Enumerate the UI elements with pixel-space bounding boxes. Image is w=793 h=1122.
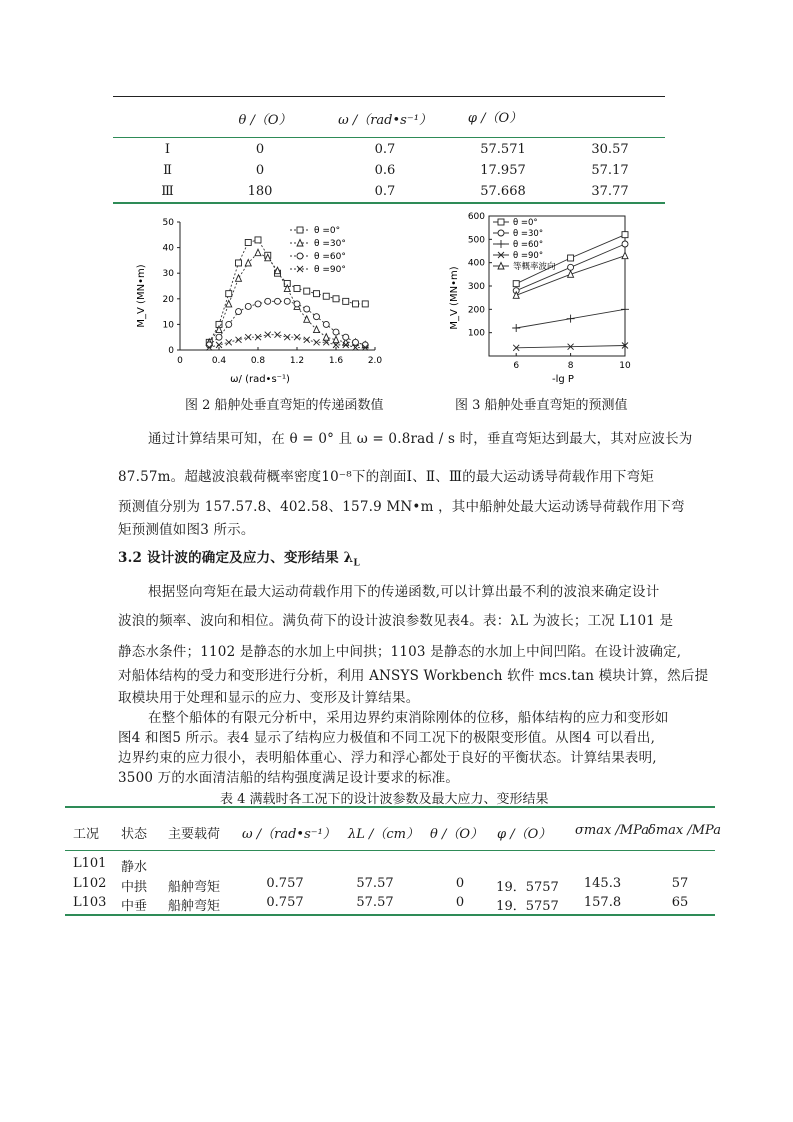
figure3-point [512,324,520,332]
table4-r2-c8: 145.3 [583,876,622,891]
table4-r3-c9: 65 [671,895,689,910]
figure2-point [294,334,300,340]
figure2-point [245,334,251,340]
figure2-y-tick-label: 40 [162,243,174,254]
table4-r3-c6: 0 [455,895,465,910]
table4-header-rule [65,850,715,851]
section-heading-sub: L [353,558,360,569]
figure2-point [314,326,320,333]
figure2-legend-label: θ =90° [314,265,346,275]
figure3-legend-label: θ =30° [513,229,544,239]
figure2-point [314,339,320,345]
figure3-frame [489,216,625,356]
table4-r2-c1: L102 [73,876,107,891]
figure3-legend-label: 等概率波向 [513,262,556,272]
table3-r3-c5: 37.77 [591,184,629,199]
figure3-point [622,232,628,238]
table4-header-load: 主要载荷 [168,827,221,842]
figure2-point [323,334,329,341]
figure3-point [621,305,629,313]
section-heading [118,546,360,569]
table4-header-lambda: λL /（cm） [348,827,419,842]
figure2-point [362,301,368,307]
figure3-point [622,252,628,258]
figure2-point [265,332,271,338]
figure3-chart [445,208,645,388]
figure2-x-tick-label: 0.4 [211,356,227,366]
figure2-point [236,275,242,282]
figure2-point [216,342,222,348]
table4-r2-c2: 中拱 [121,880,148,895]
table4-r2-c4: 0.757 [266,876,304,891]
table3-top-rule [113,96,665,97]
table3-header-phi: φ /（O） [467,111,523,126]
figure3-y-tick-label: 600 [467,212,485,222]
table3-bottom-rule [113,202,665,204]
figure3-legend-label: θ =60° [513,240,544,250]
body-paragraph-7: 静态水条件；1102 是静态的水加上中间拱；1103 是静态的水加上中间凹陷。在设计波确定, [118,644,682,660]
figure3-legend-marker [498,219,504,225]
figure3-y-tick-label: 500 [467,235,485,246]
figure2-legend-marker [297,227,303,233]
figure2-y-tick-label: 30 [162,269,174,280]
figure2-point [226,291,232,297]
figure2-y-tick-label: 10 [162,320,174,331]
figure2-chart [130,210,390,390]
table3-r1-c4: 57.571 [480,142,526,157]
figure2-point [255,237,261,243]
figure2-point [255,249,261,256]
figure2-legend-label: θ =0° [314,226,341,236]
table4-r3-c5: 57.57 [356,895,394,910]
figure2-point [304,306,310,312]
table4-bottom-rule [65,914,715,916]
figure2-legend-label: θ =60° [314,252,346,262]
figure2-x-tick-label: 1.6 [328,356,344,366]
table4-r3-c3: 船舯弯矩 [168,899,221,914]
table4-title: 表 4 满载时各工况下的设计波参数及最大应力、变形结果 [220,792,549,807]
figure2-x-tick-label: 0.8 [250,356,266,366]
table4-header-omega: ω /（rad•s⁻¹） [242,827,336,842]
figure2-point [343,334,349,340]
table4-header-state: 状态 [121,827,148,842]
figure3-legend-label: θ =0° [513,218,538,228]
figure2-point [353,339,359,345]
figure2-legend-marker [297,253,303,259]
figure2-point [304,316,310,323]
table4-r3-c8: 157.8 [583,895,622,910]
figure3-point [622,241,628,247]
table4-header-delta: δmax /MPa [648,823,721,838]
body-paragraph-8: 对船体结构的受力和变形进行分析，利用 ANSYS Workbench 软件 mcs.tan 模块计算，然后提 [118,668,709,684]
figure2-point [245,239,251,245]
body-paragraph-13: 3500 万的水面清洁船的结构强度满足设计要求的标准。 [118,770,460,786]
figure2-point [294,301,300,307]
table4-r3-c4: 0.757 [266,895,304,910]
figure3-y-tick-label: 200 [467,305,485,316]
figure2-xlabel: ω/ (rad•s⁻¹) [230,374,290,385]
figure2-caption: 图 2 船舯处垂直弯矩的传递函数值 [185,398,384,413]
figure2-point [236,337,242,343]
table4-header-theta: θ /（O） [430,827,483,842]
figure2-point [343,298,349,304]
figure2-point [353,301,359,307]
figure3-ylabel: M_V (MN•m) [449,266,460,330]
table3-r3-c1: Ⅲ [161,184,174,199]
figure2-point [314,291,320,297]
table4-r2-c7: 19．5757 [496,880,559,895]
figure2-legend-label: θ =30° [314,239,346,249]
table3-header-rule [113,137,665,138]
figure2-point [236,309,242,315]
figure3-x-tick-label: 10 [619,361,631,371]
body-paragraph-3: 预测值分别为 157.57.8、402.58、157.9 MN•m ，其中船舯处最大运动诱导荷载作用下弯 [118,499,685,515]
table4-r1-c2: 静水 [121,860,148,875]
figure3-point [568,264,574,270]
figure2-point [323,293,329,299]
figure2-y-tick-label: 50 [162,218,174,228]
body-paragraph-2: 87.57m。超越波浪载荷概率密度10⁻⁸下的剖面Ⅰ、Ⅱ、Ⅲ的最大运动诱导荷载作用下弯矩 [118,469,654,485]
table4-r2-c6: 0 [455,876,465,891]
figure3-y-tick-label: 300 [467,282,485,292]
figure2-point [294,286,300,292]
section-heading-text: 3.2 设计波的确定及应力、变形结果 λ [118,550,354,566]
figure3-point [567,315,575,323]
table4-r2-c3: 船舯弯矩 [168,880,221,895]
table3-r2-c2: 0 [255,163,265,178]
figure2-x-tick-label: 0 [177,356,183,366]
figure3-y-tick-label: 400 [467,258,485,269]
figure2-point [323,321,329,327]
figure2-point [226,321,232,327]
figure2-point [216,334,222,340]
table4-header-case: 工况 [73,827,100,842]
figure3-legend-label: θ =90° [513,251,544,261]
body-paragraph-4: 矩预测值如图3 所示。 [118,522,255,538]
table3-r2-c3: 0.6 [374,163,396,178]
table3-r1-c2: 0 [255,142,265,157]
figure2-point [304,337,310,343]
figure2-x-tick-label: 1.2 [289,356,305,366]
figure3-legend-marker [497,240,505,248]
figure3-caption: 图 3 船舯处垂直弯矩的预测值 [455,398,628,413]
table3-r2-c5: 57.17 [591,163,629,178]
figure2-ylabel: M_V (MN•m) [136,264,147,328]
figure3-x-tick-label: 6 [513,361,520,371]
figure2-point [333,329,339,335]
table4-header-phi: φ /（O） [497,827,552,842]
figure2-point [304,288,310,294]
figure2-point [265,298,271,304]
figure2-series-line [209,301,365,345]
figure2-y-tick-label: 20 [162,294,174,305]
figure2-x-tick-label: 2.0 [367,356,383,366]
body-paragraph-6: 波浪的频率、波向和相位。满负荷下的设计波浪参数见表4。表：λL 为波长；工况 L101 是 [118,613,674,629]
table3-header-theta: θ /（O） [238,113,292,128]
figure2-point [226,339,232,345]
table3-r3-c4: 57.668 [480,184,526,199]
table4-header-sigma: σmax /MPa [575,823,650,838]
table4-r1-c1: L101 [73,856,107,871]
figure2-point [275,298,281,304]
figure3-x-tick-label: 8 [567,361,574,371]
figure2-point [275,332,281,338]
figure2-point [255,301,261,307]
body-paragraph-11: 图4 和图5 所示。表4 显示了结构应力极值和不同工况下的极限变形值。从图4 可以看出, [118,730,656,746]
table3-r1-c3: 0.7 [374,142,396,157]
table3-r1-c1: Ⅰ [164,142,171,157]
figure2-y-tick-label: 0 [168,346,174,356]
table4-top-rule [65,806,715,808]
table4-r3-c2: 中垂 [121,899,148,914]
body-paragraph-9: 取模块用于处理和显示的应力、变形及计算结果。 [118,690,420,706]
figure2-point [333,296,339,302]
table4-r2-c5: 57.57 [356,876,394,891]
table4-r3-c7: 19．5757 [496,899,559,914]
figure3-point [568,255,574,261]
body-paragraph-12: 边界约束的应力很小，表明船体重心、浮力和浮心都处于良好的平衡状态。计算结果表明, [118,750,657,766]
body-paragraph-5: 根据竖向弯矩在最大运动荷载作用下的传递函数,可以计算出最不利的波浪来确定设计 [148,584,660,600]
figure2-point [314,314,320,320]
table3-r2-c4: 17.957 [480,163,526,178]
figure3-xlabel: -lg P [552,374,574,385]
figure3-legend-marker [498,230,504,236]
table3-r2-c1: Ⅱ [163,163,172,178]
table3-r3-c2: 180 [247,184,273,199]
figure3-y-tick-label: 100 [467,328,485,339]
table3-header-omega: ω /（rad•s⁻¹） [338,113,432,128]
table4-r3-c1: L103 [73,895,107,910]
figure2-point [255,334,261,340]
table3-r1-c5: 30.57 [591,142,629,157]
body-paragraph-10: 在整个船体的有限元分析中，采用边界约束消除刚体的位移，船体结构的应力和变形如 [148,710,669,726]
figure2-point [245,303,251,309]
table4-r2-c9: 57 [671,876,689,891]
figure2-point [284,298,290,304]
body-paragraph-1: 通过计算结果可知，在 θ = 0° 且 ω = 0.8rad / s 时，垂直弯矩达到最大，其对应波长为 [148,431,693,447]
figure2-point [284,334,290,340]
figure2-point [236,260,242,266]
figure3-point [513,281,519,287]
table3-r3-c3: 0.7 [374,184,396,199]
